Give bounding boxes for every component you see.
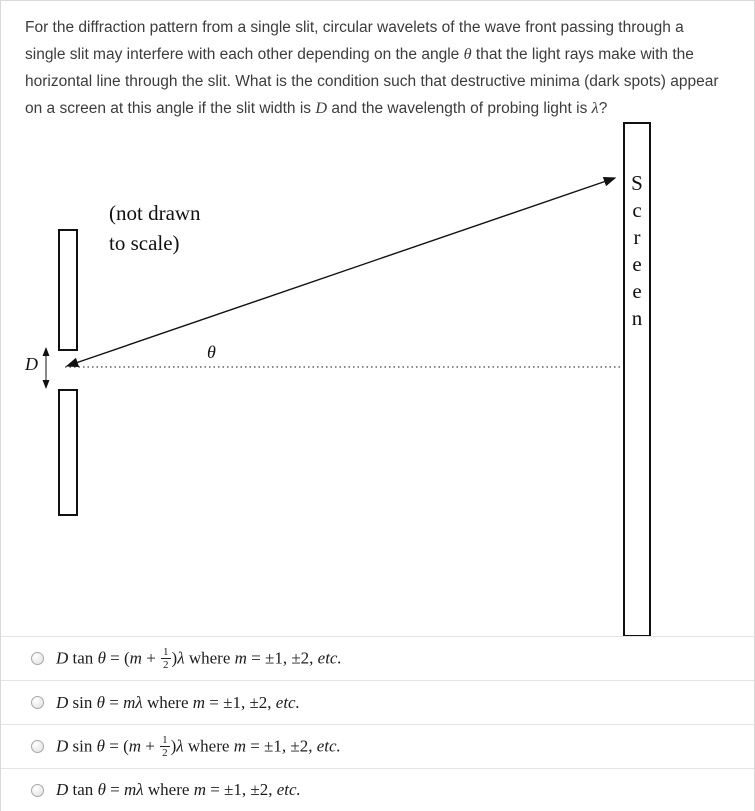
option-row-1[interactable] (1, 636, 755, 680)
screen-label (625, 124, 649, 332)
radio-option-2[interactable] (31, 696, 44, 709)
option-label-1: D tan θ = (m + $\frac{1}{2}$ )λ where m = ±1, ±2, etc. (56, 645, 342, 671)
screen-letter: e (632, 279, 642, 303)
option-row-3[interactable] (1, 724, 755, 768)
question-text: For the diffraction pattern from a single slit, circular wavelets of the wave front passing through a single slit may interfere with each other depending on the angle θ that the light rays make with the horizontal line through the slit. What is the condition such that destructive minima (dark spots) appear on a screen at this angle if the slit width is D and the wavelength of probing light is λ? (25, 19, 719, 117)
radio-option-4[interactable] (31, 784, 44, 797)
slit-barrier-bottom (58, 389, 78, 516)
option-label-3: D sin θ = (m + $\frac{1}{2}$ )λ where m = ±1, ±2, etc. (56, 733, 341, 759)
not-to-scale-note (109, 198, 201, 258)
screen-letter: r (633, 225, 641, 249)
option-row-2[interactable] (1, 680, 755, 724)
option-label-4: D tan θ = mλ where m = ±1, ±2, etc. (56, 780, 301, 799)
slit-barrier-top (58, 229, 78, 351)
radio-option-1[interactable] (31, 652, 44, 665)
slit-width-label: D (25, 354, 38, 374)
screen (623, 122, 651, 637)
screen-letter: S (631, 171, 643, 195)
diffraction-diagram (1, 122, 755, 639)
theta-label: θ (207, 342, 216, 362)
note-line-2: to scale) (109, 231, 180, 255)
answer-options (1, 636, 755, 811)
screen-letter: e (632, 252, 642, 276)
option-label-2: D sin θ = mλ where m = ±1, ±2, etc. (56, 692, 300, 712)
screen-letter: c (632, 198, 642, 222)
screen-letter: n (631, 306, 643, 330)
option-row-4[interactable] (1, 768, 755, 811)
radio-option-3[interactable] (31, 740, 44, 753)
note-line-1: (not drawn (109, 201, 201, 225)
